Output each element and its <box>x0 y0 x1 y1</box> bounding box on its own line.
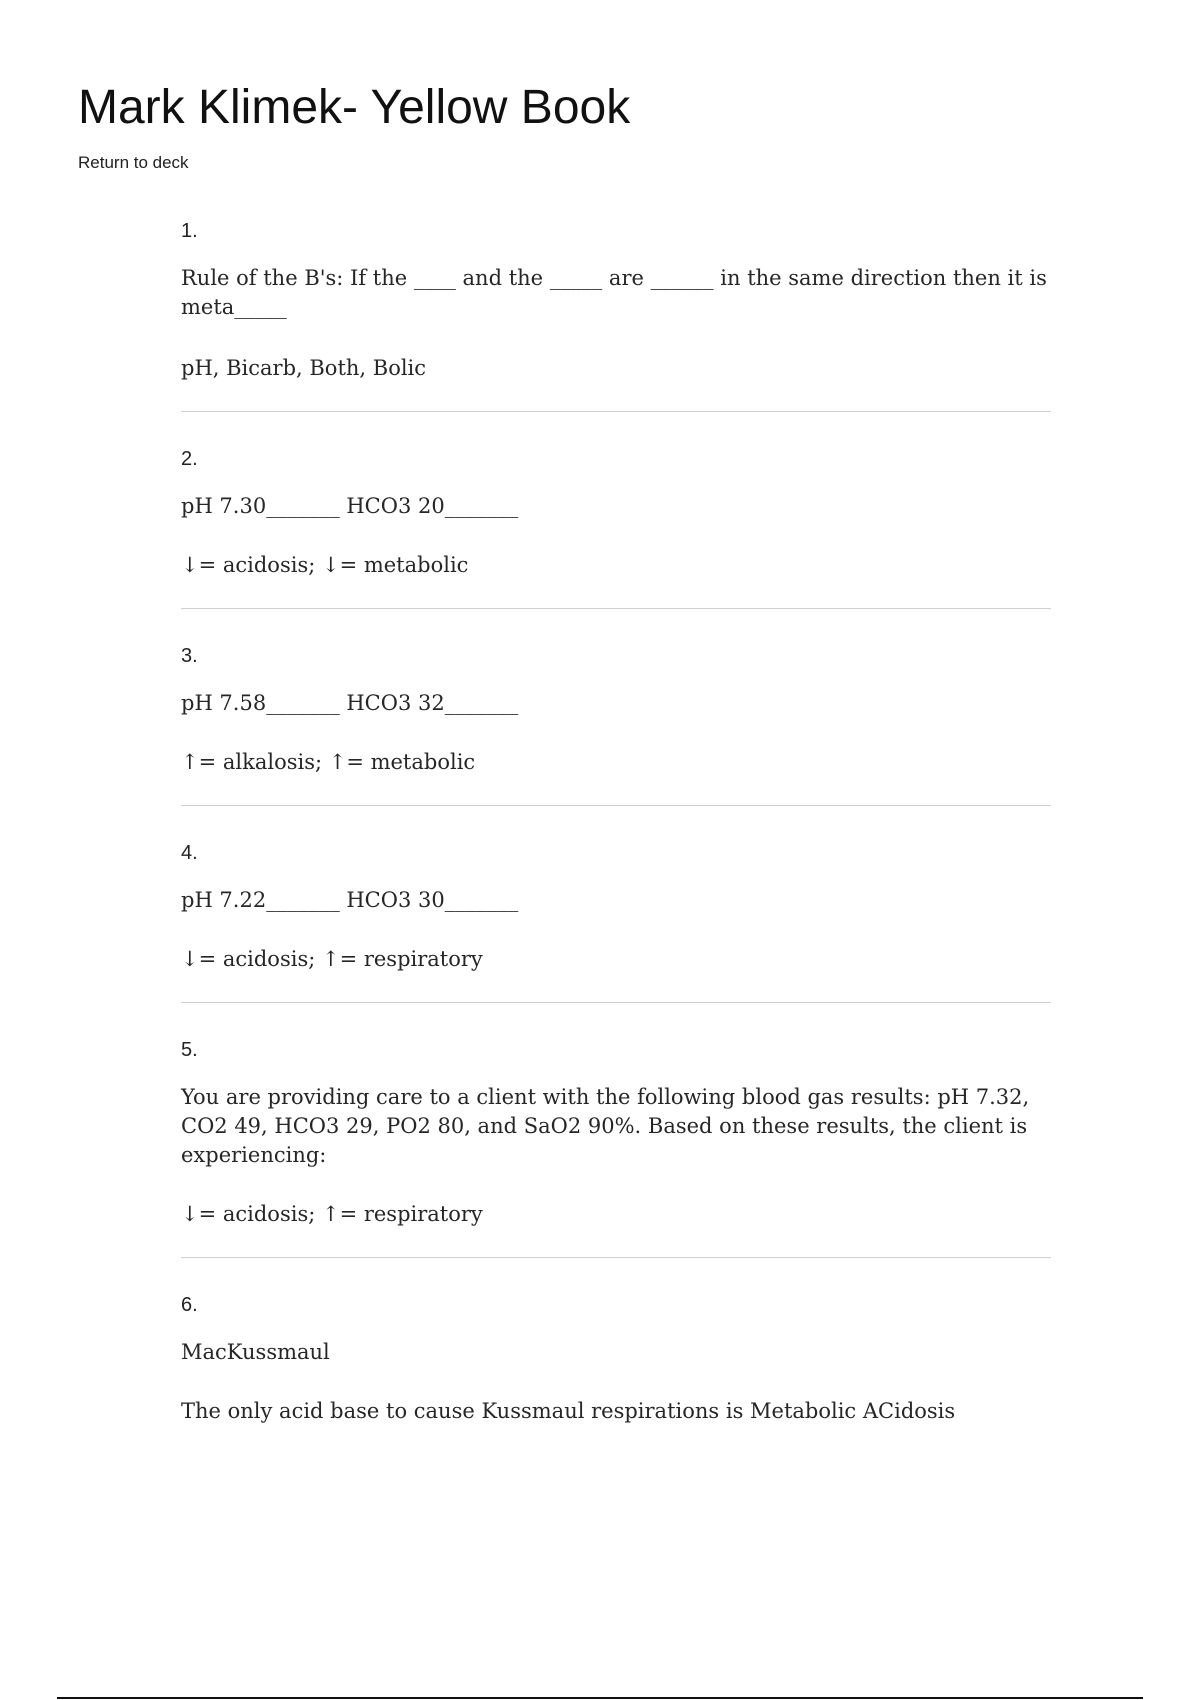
card-number: 4. <box>181 842 198 864</box>
card-number: 5. <box>181 1039 198 1061</box>
card-5 <box>181 1037 1051 1258</box>
card-back-text: pH, Bicarb, Both, Bolic <box>181 356 427 380</box>
card-back-text: ↓= acidosis; ↑= respiratory <box>181 1202 483 1226</box>
card-front-text: pH 7.22_______ HCO3 30_______ <box>181 888 519 912</box>
card-back-text: ↓= acidosis; ↑= respiratory <box>181 947 483 971</box>
page-title: Mark Klimek- Yellow Book <box>78 81 631 134</box>
card-front-text: Rule of the B's: If the ____ and the _____ are ______ in the same direction then it is meta_____ <box>181 266 1054 319</box>
card-4 <box>181 840 1051 1003</box>
card-front-text: You are providing care to a client with the following blood gas results: pH 7.32, CO2 49, HCO3 29, PO2 80, and SaO2 90%. Based on these results, the client is experiencing: <box>181 1085 1036 1167</box>
card-front-text: MacKussmaul <box>181 1340 330 1364</box>
card-2 <box>181 446 1051 609</box>
card-back-text: The only acid base to cause Kussmaul respirations is Metabolic ACidosis <box>181 1399 956 1423</box>
card-6 <box>181 1292 1051 1454</box>
card-3 <box>181 643 1051 806</box>
card-1 <box>181 218 1054 412</box>
footer-divider <box>57 1697 1143 1699</box>
card-list <box>181 218 1054 1488</box>
card-front-text: pH 7.58_______ HCO3 32_______ <box>181 691 519 715</box>
card-back-text: ↑= alkalosis; ↑= metabolic <box>181 750 476 774</box>
card-number: 3. <box>181 645 198 667</box>
card-number: 1. <box>181 220 198 242</box>
return-to-deck-link[interactable]: Return to deck <box>78 153 189 172</box>
card-number: 2. <box>181 448 198 470</box>
card-back-text: ↓= acidosis; ↓= metabolic <box>181 553 469 577</box>
card-number: 6. <box>181 1294 198 1316</box>
card-front-text: pH 7.30_______ HCO3 20_______ <box>181 494 519 518</box>
